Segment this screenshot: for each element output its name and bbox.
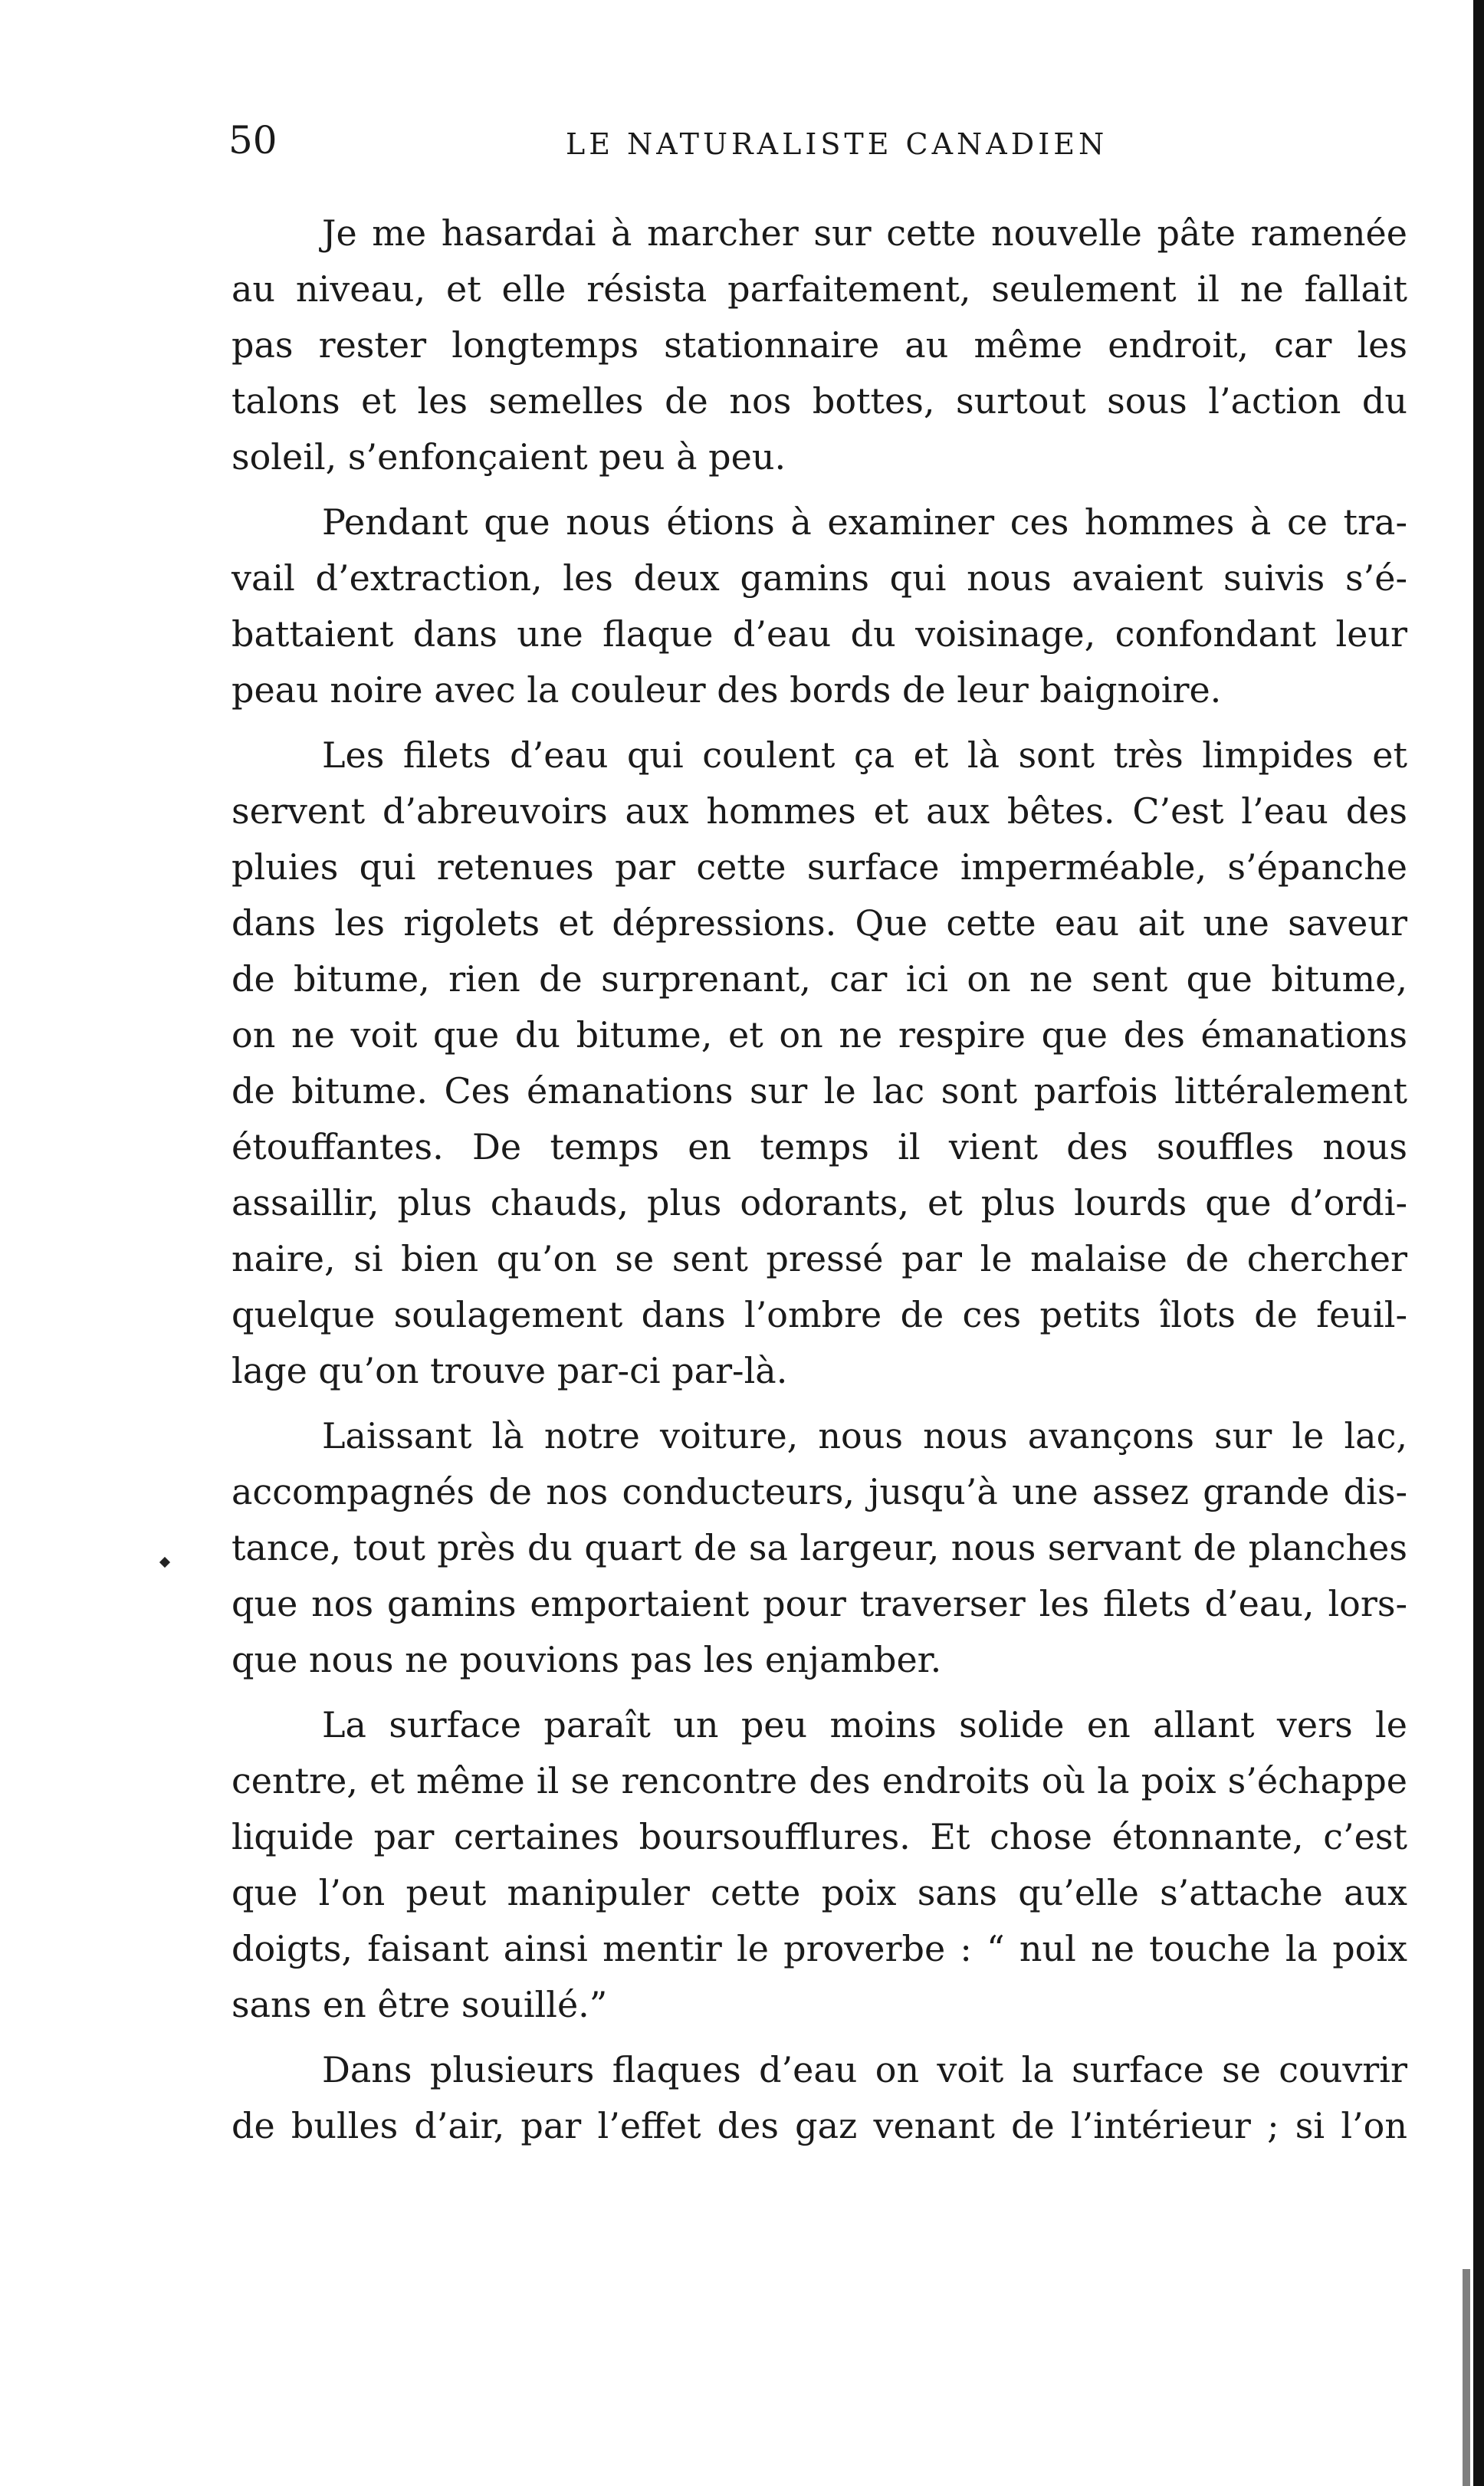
text-line: que nous ne pouvions pas les enjamber. [231, 1639, 942, 1680]
text-line: talons et les semelles de nos bottes, surtout sous l’action du [231, 380, 1407, 422]
paragraph [231, 727, 1407, 1399]
text-line: quelque soulagement dans l’ombre de ces petits îlots de feuil- [231, 1294, 1407, 1335]
paragraph [231, 2042, 1407, 2154]
text-line: dans les rigolets et dépressions. Que cette eau ait une saveur [231, 902, 1407, 944]
body-text [231, 205, 1407, 2154]
text-line: naire, si bien qu’on se sent pressé par le malaise de chercher [231, 1238, 1407, 1279]
text-line: centre, et même il se rencontre des endroits où la poix s’échappe [231, 1760, 1407, 1801]
text-line: assaillir, plus chauds, plus odorants, et plus lourds que d’ordi- [231, 1182, 1407, 1223]
text-line: Les filets d’eau qui coulent ça et là sont très limpides et [322, 734, 1407, 776]
text-line: au niveau, et elle résista parfaitement, seulement il ne fallait [231, 268, 1407, 310]
text-line: Je me hasardai à marcher sur cette nouvelle pâte ramenée [322, 212, 1407, 254]
text-line: de bulles d’air, par l’effet des gaz venant de l’intérieur ; si l’on [231, 2105, 1407, 2146]
text-line: battaient dans une flaque d’eau du voisinage, confondant leur [231, 613, 1407, 655]
text-line: que l’on peut manipuler cette poix sans qu’elle s’attache aux [231, 1872, 1407, 1913]
text-line: pluies qui retenues par cette surface imperméable, s’épanche [231, 846, 1407, 888]
paragraph-gap [231, 1399, 1407, 1408]
text-line: peau noire avec la couleur des bords de leur baignoire. [231, 669, 1222, 711]
text-line: Pendant que nous étions à examiner ces hommes à ce tra- [322, 501, 1407, 543]
text-line: de bitume. Ces émanations sur le lac sont parfois littéralement [231, 1070, 1407, 1112]
running-title: LE NATURALISTE CANADIEN [566, 127, 1108, 161]
text-line: sans en être souillé.” [231, 1984, 608, 2025]
text-line: servent d’abreuvoirs aux hommes et aux bêtes. C’est l’eau des [231, 790, 1407, 832]
paragraph-gap [231, 718, 1407, 727]
text-line: liquide par certaines boursoufflures. Et chose étonnante, c’est [231, 1816, 1407, 1857]
paragraph-gap [231, 2033, 1407, 2042]
text-line: tance, tout près du quart de sa largeur, nous servant de planches [231, 1527, 1407, 1568]
page-edge-mark [1463, 2269, 1470, 2486]
paragraph [231, 1697, 1407, 2033]
text-line: lage qu’on trouve par-ci par-là. [231, 1350, 788, 1391]
text-line: Dans plusieurs flaques d’eau on voit la surface se couvrir [322, 2049, 1407, 2090]
text-line: soleil, s’enfonçaient peu à peu. [231, 436, 786, 478]
text-line: vail d’extraction, les deux gamins qui nous avaient suivis s’é- [231, 557, 1407, 599]
text-line: doigts, faisant ainsi mentir le proverbe : “ nul ne touche la poix [231, 1928, 1407, 1969]
paragraph [231, 205, 1407, 485]
page-number: 50 [228, 118, 277, 163]
text-line: pas rester longtemps stationnaire au même endroit, car les [231, 324, 1407, 366]
text-line: accompagnés de nos conducteurs, jusqu’à une assez grande dis- [231, 1471, 1407, 1512]
text-line: de bitume, rien de surprenant, car ici on ne sent que bitume, [231, 958, 1407, 1000]
text-line: La surface paraît un peu moins solide en allant vers le [322, 1704, 1407, 1745]
paragraph-gap [231, 485, 1407, 494]
text-line: que nos gamins emportaient pour traverser les filets d’eau, lors- [231, 1583, 1407, 1624]
paragraph-gap [231, 1688, 1407, 1697]
page-header [228, 113, 1409, 175]
text-line: Laissant là notre voiture, nous nous avançons sur le lac, [322, 1415, 1407, 1456]
text-line: on ne voit que du bitume, et on ne respire que des émanations [231, 1014, 1407, 1056]
paragraph [231, 494, 1407, 718]
page-edge-shadow [1473, 0, 1484, 2486]
text-line: étouffantes. De temps en temps il vient des souffles nous [231, 1126, 1407, 1167]
margin-mark [159, 1557, 170, 1568]
paragraph [231, 1408, 1407, 1688]
